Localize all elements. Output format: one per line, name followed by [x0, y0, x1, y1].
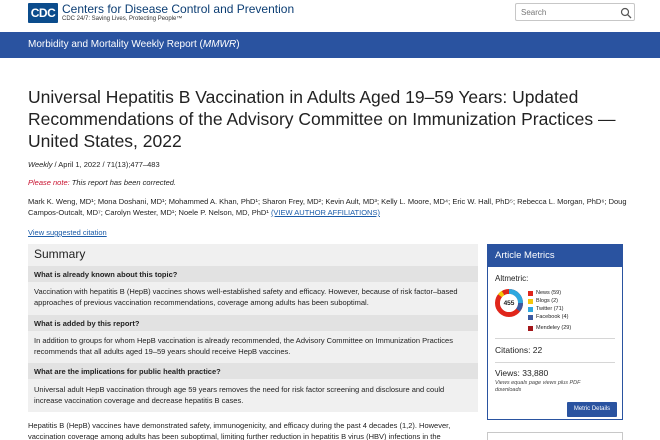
legend-mendeley: Mendeley (29)	[528, 325, 571, 331]
summary-answer-1: Vaccination with hepatitis B (HepB) vaccines shows well-established safety and efficacy. However, because of risk factor–based approaches of previous vaccination recommendations, coverage among adults has been suboptimal.	[34, 287, 458, 307]
summary-question-3: What are the implications for public health practice?	[28, 363, 478, 379]
article-metrics-heading: Article Metrics	[488, 245, 622, 267]
metrics-divider	[495, 362, 615, 363]
legend-swatch-facebook	[528, 315, 533, 320]
metrics-divider	[495, 338, 615, 339]
legend-blogs: Blogs (2)	[528, 297, 568, 305]
article-title: Universal Hepatitis B Vaccination in Adults Aged 19–59 Years: Updated Recommendations of the Advisory Committee on Immunization Practices — United States, 2022	[28, 87, 616, 151]
next-sidebar-box	[487, 432, 623, 440]
org-tagline: CDC 24/7: Saving Lives, Protecting People™	[62, 16, 183, 22]
cdc-logo[interactable]: CDC	[28, 3, 58, 23]
donut-blogs-arc	[500, 293, 503, 296]
publication-info: Weekly / April 1, 2022 / 71(13);477–483	[28, 160, 160, 169]
legend-swatch-news	[528, 291, 533, 296]
article-body-text: Hepatitis B (HepB) vaccines have demonstrated safety, immunogenicity, and efficacy during the past 4 decades (1,2). However, vaccination coverage among adults has been suboptimal, limiting further reduction in hepatitis B virus (HBV) infections in the	[28, 421, 451, 440]
altmetric-legend	[528, 289, 568, 321]
views-note: Views equals page views plus PDF downloads	[495, 380, 581, 393]
mmwr-banner	[0, 32, 660, 58]
legend-twitter: Twitter (71)	[528, 305, 568, 313]
correction-note: Please note: This report has been corrected.	[28, 178, 177, 187]
legend-facebook: Facebook (4)	[528, 313, 568, 321]
metric-details-button[interactable]: Metric Details	[567, 402, 617, 417]
summary-heading: Summary	[34, 247, 86, 261]
suggested-citation-link[interactable]: View suggested citation	[28, 228, 107, 237]
donut-facebook-arc	[518, 303, 521, 310]
site-header	[0, 0, 660, 30]
search-box	[515, 3, 635, 21]
search-input[interactable]	[521, 6, 615, 19]
view-affiliations-link[interactable]: (VIEW AUTHOR AFFILIATIONS)	[270, 208, 380, 217]
legend-swatch-blogs	[528, 299, 533, 304]
altmetric-label: Altmetric:	[495, 274, 529, 283]
mmwr-banner-title[interactable]: Morbidity and Mortality Weekly Report (MMWR)	[28, 39, 240, 50]
legend-swatch-mendeley	[528, 326, 533, 331]
altmetric-donut[interactable]	[494, 288, 524, 318]
author-list: Mark K. Weng, MD¹; Mona Doshani, MD¹; Mohammed A. Khan, PhD¹; Sharon Frey, MD²; Kevin Ault, MD³; Kelly L. Moore, MD⁴; Eric W. Hall, PhD⁵; Rebecca L. Morgan, PhD⁶; Doug Campos-Outcalt, MD⁷; Carolyn Wester, MD¹; Noele P. Nelson, MD, PhD¹ (VIEW AUTHOR AFFILIATIONS)	[28, 197, 627, 217]
legend-swatch-twitter	[528, 307, 533, 312]
summary-answer-3: Universal adult HepB vaccination through age 59 years removes the need for risk factor screening and disclosure and could increase vaccination coverage and decrease hepatitis B cases.	[34, 385, 445, 405]
altmetric-score: 455	[503, 300, 515, 308]
summary-question-2: What is added by this report?	[28, 315, 478, 331]
article-metrics-panel	[487, 244, 623, 420]
citations-count: Citations: 22	[495, 345, 543, 355]
legend-news: News (59)	[528, 289, 568, 297]
summary-answer-2: In addition to groups for whom HepB vaccination is already recommended, the Advisory Committee on Immunization Practices recommends that all adults aged 19–59 years should receive HepB vaccines.	[34, 336, 453, 356]
search-icon[interactable]	[620, 7, 632, 19]
views-count: Views: 33,880	[495, 368, 549, 378]
org-name[interactable]: Centers for Disease Control and Prevention	[62, 2, 295, 16]
summary-question-1: What is already known about this topic?	[28, 266, 478, 282]
summary-box	[28, 244, 478, 412]
